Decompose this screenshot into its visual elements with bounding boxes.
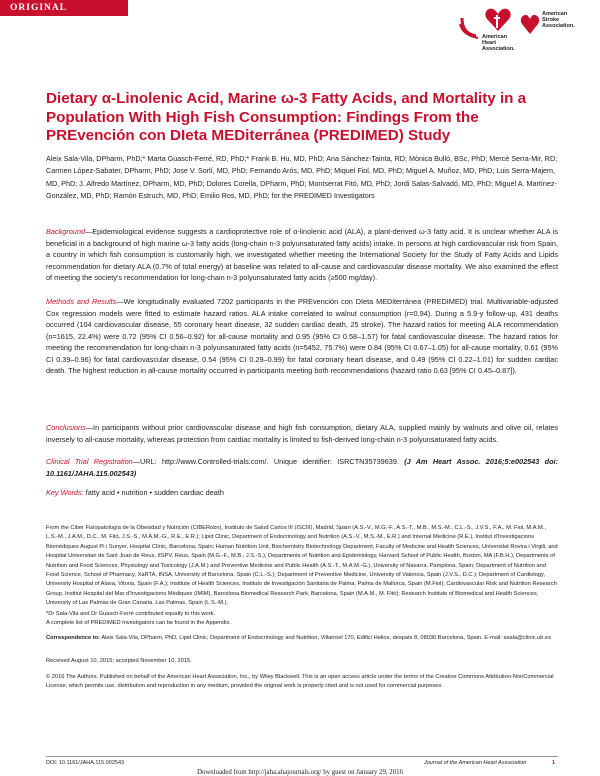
footer-rule	[46, 756, 558, 757]
article-title: Dietary α-Linolenic Acid, Marine ω-3 Fatty Acids, and Mortality in a Population With High Fish Consumption: Findings From the PREvención con DIeta MEDiterránea (PREDIMED) Study	[46, 90, 527, 144]
citation: (J Am Heart Assoc. 2016;5:e002543 doi: 10.1161/JAHA.115.002543)	[46, 457, 558, 478]
keywords	[46, 488, 558, 497]
article-type-badge: ORIGINAL RESEARCH	[0, 0, 128, 16]
footer-doi: DOI: 10.1161/JAHA.115.002543	[46, 760, 125, 766]
page-number: 1	[552, 760, 556, 766]
asa-wordmark: American Stroke Association.	[542, 11, 575, 29]
methods-label: Methods and Results	[46, 297, 117, 306]
abstract-methods	[46, 296, 558, 377]
copyright-notice: © 2016 The Authors. Published on behalf of the American Heart Association, Inc., by Wiley Blackwell. This is an open access article under the terms of the Creative Commons Attribution-NonCommercial License, which permits use, distribution and reproduction in any medium, provided the original work is properly cited and is not used for commercial purposes.	[46, 674, 554, 690]
stroke-logo-icon	[520, 10, 540, 36]
registration-label: Clinical Trial Registration	[46, 457, 133, 466]
registration-text: —URL: http://www.Controlled-trials.com/. Unique identifier: ISRCTN35739639.	[132, 457, 399, 466]
background-label: Background	[46, 227, 85, 236]
keywords-text: fatty acid • nutrition • sudden cardiac death	[85, 488, 224, 497]
download-stamp: Downloaded from http://jaha.ahajournals.org/ by guest on January 29, 2016	[197, 769, 403, 776]
investigators-note: A complete list of PREDIMED Investigators can be found in the Appendix.	[46, 620, 231, 626]
received-date: Received August 10, 2015; accepted November 10, 2015.	[46, 658, 192, 664]
correspondence	[46, 634, 558, 643]
keywords-label: Key Words:	[46, 488, 84, 497]
author-list: Aleix Sala-Vila, DPharm, PhD;* Marta Guasch-Ferré, RD, PhD;* Frank B. Hu, MD, PhD; Ana Sánchez-Tainta, RD; Mònica Bulló, BSc, PhD; Mercè Serra-Mir, RD; Carmen López-Sabater, DPharm, PhD; Jose V. Sorlí, MD, PhD; Fernando Arós, MD, PhD; Miquel Fiol, MD, PhD; Miguel A. Muñoz, MD, PhD; Luis Serra-Majem, MD, PhD; J. Alfredo Martínez, DPharm, MD, PhD; Dolores Corella, DPharm, PhD; Montserrat Fitó, MD, PhD; Jordi Salas-Salvadó, MD, PhD; Miguel A. Martínez-González, MD, PhD; Ramón Estruch, MD, PhD; Emilio Ros, MD, PhD; for the PREDIMED Investigators	[46, 154, 558, 200]
aha-wordmark: American Heart Association.	[482, 34, 515, 52]
correspondence-label: Correspondence to:	[46, 635, 101, 641]
conclusions-label: Conclusions	[46, 423, 86, 432]
heart-logo-icon	[484, 6, 512, 34]
trial-registration	[46, 456, 558, 479]
equal-contribution-note: *Dr Sala-Vila and Dr Guasch-Ferré contributed equally to this work.	[46, 611, 216, 617]
torch-icon	[456, 14, 482, 40]
correspondence-text: Aleix Sala-Vila, DPharm, PhD, Lipid Clinic, Department of Endocrinology and Nutrition, Villarroel 170, Edifici Helios, despatx 8, 08036 Barcelona, Spain. E-mail: asala@clinic.ub.es	[101, 635, 552, 641]
footer-journal: Journal of the American Heart Association	[424, 760, 527, 766]
conclusions-text: —In participants without prior cardiovascular disease and high fish consumption, dietary ALA, supplied mainly by walnuts and olive oil, relates inversely to all-cause mortality, whereas protection from cardiac mortality is limited to fish-derived long-chain n-3 polyunsaturated fatty acids.	[46, 423, 558, 444]
aha-asa-logo	[454, 6, 588, 50]
background-text: —Epidemiological evidence suggests a cardioprotective role of α-linolenic acid (ALA), a plant-derived ω-3 fatty acid. It is unclear whether ALA is beneficial in a background of high marine ω-3 fatty acids (long-chain n-3 polyunsaturated fatty acids) intake. In persons at high cardiovascular risk from Spain, a country in which fish consumption is customarily high, we investigated whether meeting the International Society for the Study of Fatty Acids and Lipids recommendation for dietary ALA (0.7% of total energy) at baseline was related to all-cause and cardiovascular disease mortality. We also examined the effect of meeting the society's recommendation for long-chain n-3 polyunsaturated fatty acids (≥500 mg/day).	[46, 227, 558, 282]
abstract-conclusions	[46, 422, 558, 445]
affiliations: From the Ciber Fisiopatología de la Obesidad y Nutrición (CIBERobn), Instituto de Salud Carlos III (ISCIII), Madrid, Spain (A.S.-V., M.G.-F., A.S.-T., M.B., M.S.-M., C.L.-S., J.V.S., F.A., M. Fiol, M.A.M., L.S.-M., J.A.M., D.C., M. Fitó, J.S.-S., M.A.M.-G., R.E., E.R.); Lipid Clinic, Department of Endocrinology and Nutrition (A.S.-V., M.S.-M., E.R.) and Internal Medicine (R.E.), Institut d'Investigacions Biomèdiques August Pi i Sunyer, Hospital Clínic, Barcelona, Spain; Human Nutrition Unit, Biochemistry Biotechnology Department, Faculty of Medicine and Health Sciences, Universitat Rovira i Virgili, and Hospital Universitari de Sant Joan de Reus, IISPV, Reus, Spain (M.G.-F., M.B., J.S.-S.); Departments of Nutrition and Epidemiology, Harvard School of Public Health, Boston, MA (F.B.H.); Departments of Nutrition and Food Sciences, Physiology and Toxicology (J.A.M.) and Preventive Medicine and Public Health (A.S.-T., M.A.M.-G.), University of Navarra, Pamplona, Spain; Department of Nutrition and Food Science, School of Pharmacy, XaRTA, INSA, University of Barcelona, Spain (C.L.-S.); Department of Preventive Medicine, University of Valencia, Spain (J.V.S., D.C.); Department of Cardiology, University Hospital of Alava, Vitoria, Spain (F.A.); Institute of Health Sciences, Instituto de Investigación Sanitaria de Palma, Palma de Mallorca, Spain (M.Fiol); Cardiovascular Risk and Nutrition Research Group, Institut Hospital del Mar d'Investigacions Mèdiques (IMIM), Barcelona Biomedical Research Park, Barcelona, Spain (M.A.M., M. Fitó); Research Institute of Biomedical and Health Sciences, University of Las Palmas de Gran Canaria, Las Palmas, Spain (L.S.-M.).	[46, 525, 558, 607]
abstract-background	[46, 226, 558, 284]
methods-text: —We longitudinally evaluated 7202 participants in the PREvención con DIeta MEDiterránea (PREDIMED) trial. Multivariable-adjusted Cox regression models were fitted to estimate hazard ratios. ALA intake correlated to walnut consumption (r=0.94). During a 5.9-y follow-up, 431 deaths occurred (104 cardiovascular disease, 55 coronary heart disease, 32 sudden cardiac death, 25 stroke). The hazard ratios for meeting ALA recommendation (n=1615, 22.4%) were 0.72 (95% CI 0.56–0.92) for all-cause mortality and 0.95 (95% CI 0.58–1.57) for fatal cardiovascular disease. The hazard ratios for meeting the recommendation for long-chain n-3 polyunsaturated fatty acids (n=5452, 75.7%) were 0.84 (95% CI 0.67–1.05) for all-cause mortality, 0.61 (95% CI 0.39–0.96) for fatal cardiovascular disease, 0.54 (95% CI 0.29–0.99) for fatal coronary heart disease, and 0.49 (95% CI 0.22–1.01) for sudden cardiac death. The highest reduction in all-cause mortality occurred in participants meeting both recommendations (hazard ratio 0.63 [95% CI 0.45–0.87]).	[46, 297, 558, 375]
